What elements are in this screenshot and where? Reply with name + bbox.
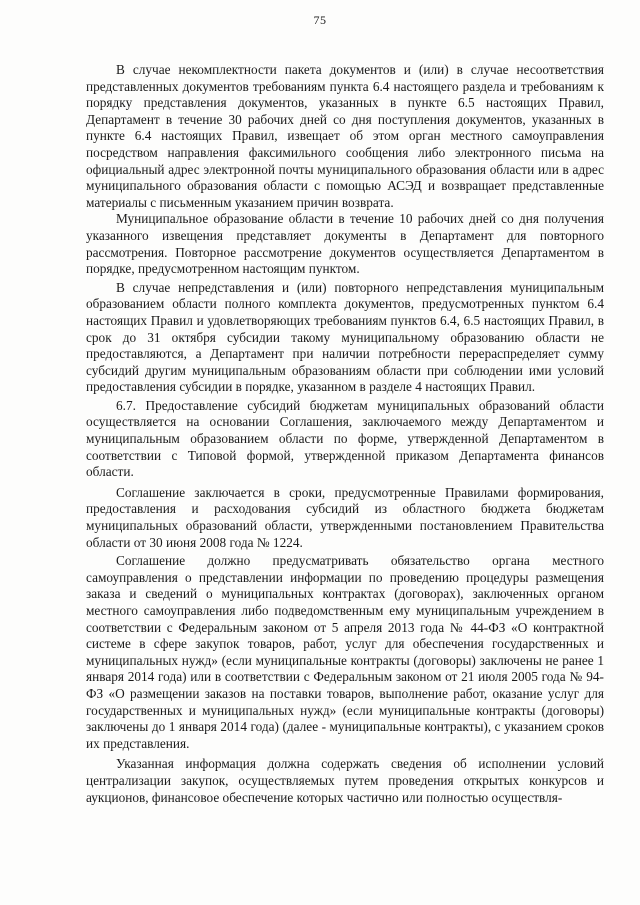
paragraph-resubmission: Муниципальное образование области в течение 10 рабочих дней со дня получения указанного извещения представляет документы в Департамент для повторного рассмотрения. Повторное рассмотрение документов осуществляется Департаментом в порядке, предусмотренном настоящим пунктом. bbox=[86, 211, 604, 277]
paragraph-agreement-terms: Соглашение заключается в сроки, предусмотренные Правилами формирования, предоставления и расходования субсидий из областного бюджета бюджетам муниципальных образований области, утвержденными постановлением Правительства области от 30 июня 2008 года № 1224. bbox=[86, 484, 604, 550]
paragraph-6-7-agreement-basis: 6.7. Предоставление субсидий бюджетам муниципальных образований области осуществляется на основании Соглашения, заключаемого между Департаментом и муниципальным образованием области по форме, утвержденной Департаментом в соответствии с Типовой формой, утвержденной приказом Департамента финансов области. bbox=[86, 397, 604, 480]
paragraph-information-content: Указанная информация должна содержать сведения об исполнении условий централизации закупок, осуществляемых путем проведения открытых конкурсов и аукционов, финансовое обеспечение которых частично или полностью осуществля- bbox=[86, 756, 604, 805]
paragraph-incomplete-documents: В случае некомплектности пакета документов и (или) в случае несоответствия представленных документов требованиям пункта 6.4 настоящего раздела и требованиям к порядку представления документов, указанных в пункте 6.5 настоящих Правил, Департамент в течение 30 рабочих дней со дня поступления документов, указанных в пункте 6.4 настоящих Правил, извещает об этом орган местного самоуправления посредством направления факсимильного сообщения либо электронного письма на официальный адрес электронной почты муниципального образования области или в адрес муниципального образования области с помощью АСЭД и возвращает представленные материалы с письменным указанием причин возврата. bbox=[86, 62, 604, 210]
document-body bbox=[86, 62, 604, 806]
paragraph-non-submission: В случае непредставления и (или) повторного непредставления муниципальным образованием области полного комплекта документов, предусмотренных пунктом 6.4 настоящих Правил и удовлетворяющих требованиям пунктов 6.4, 6.5 настоящих Правил, в срок до 31 октября субсидии такому муниципальному образованию области не предоставляются, а Департамент при наличии потребности перераспределяет сумму субсидий другим муниципальным образованиям области при соблюдении ими условий предоставления субсидии в порядке, указанном в разделе 4 настоящих Правил. bbox=[86, 279, 604, 395]
paragraph-agreement-obligations: Соглашение должно предусматривать обязательство органа местного самоуправления о представлении информации по проведению процедуры размещения заказа и сведений о муниципальных контрактах (договорах), заключенных органом местного самоуправления либо подведомственным ему муниципальным учреждением в соответствии с Федеральным законом от 5 апреля 2013 года № 44-ФЗ «О контрактной системе в сфере закупок товаров, работ, услуг для обеспечения государственных и муниципальных нужд» (если муниципальные контракты (договоры) заключены не ранее 1 января 2014 года) или в соответствии с Федеральным законом от 21 июля 2005 года № 94-ФЗ «О размещении заказов на поставки товаров, выполнение работ, оказание услуг для государственных и муниципальных нужд» (если муниципальные контракты (договоры) заключены до 1 января 2014 года) (далее - муниципальные контракты), с указанием сроков их представления. bbox=[86, 553, 604, 751]
page-number: 75 bbox=[313, 13, 327, 27]
